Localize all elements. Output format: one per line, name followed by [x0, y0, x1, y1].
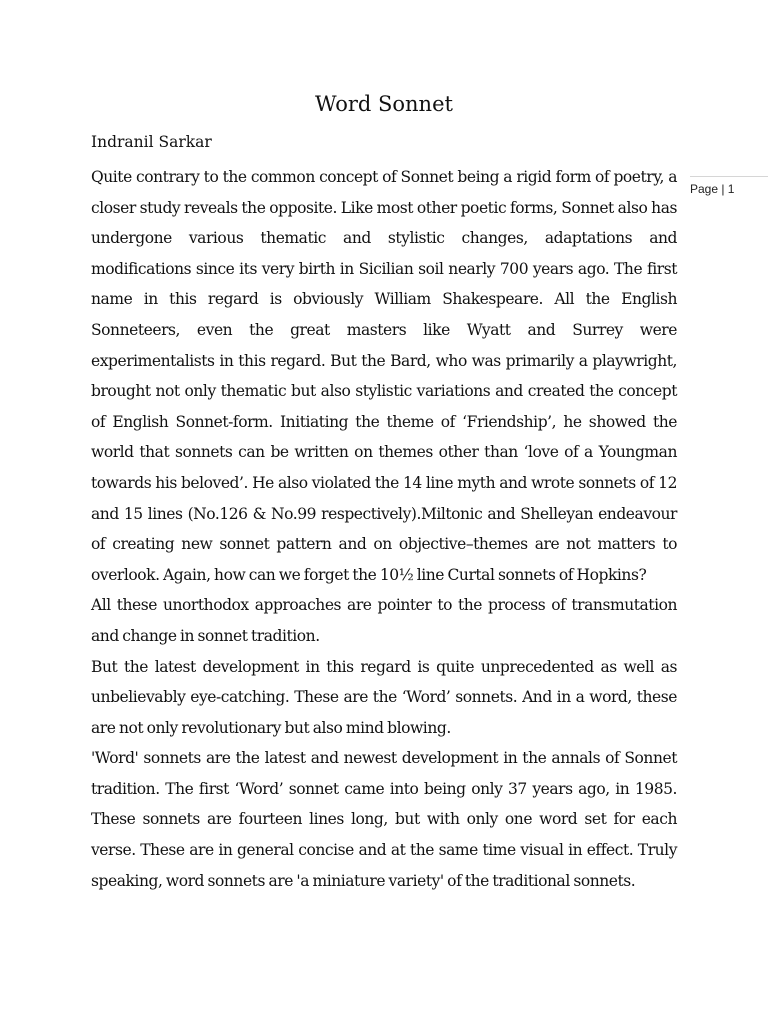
paragraph-2: All these unorthodox approaches are pointer to the process of transmutation and change in sonnet tradition. [91, 596, 677, 645]
author-name: Indranil Sarkar [91, 133, 212, 151]
body-text [91, 162, 677, 896]
paragraph-4: 'Word' sonnets are the latest and newest development in the annals of Sonnet tradition. The first ‘Word’ sonnet came into being only 37 years ago, in 1985. These sonnets are fourteen lines long, but with only one word set for each verse. These are in general concise and at the same time visual in effect. Truly speaking, word sonnets are 'a miniature variety' of the traditional sonnets. [91, 749, 677, 890]
page-title: Word Sonnet [315, 92, 453, 116]
page-number-header [690, 176, 768, 197]
page-number: Page | 1 [690, 182, 735, 196]
paragraph-1: Quite contrary to the common concept of Sonnet being a rigid form of poetry, a closer study reveals the opposite. Like most other poetic forms, Sonnet also has undergone various thematic and stylistic changes, adaptations and modifications since its very birth in Sicilian soil nearly 700 years ago. The first name in this regard is obviously William Shakespeare. All the English Sonneteers, even the great masters like Wyatt and Surrey were experimentalists in this regard. But the Bard, who was primarily a playwright, brought not only thematic but also stylistic variations and created the concept of English Sonnet-form. Initiating the theme of ‘Friendship’, he showed the world that sonnets can be written on themes other than ‘love of a Youngman towards his beloved’. He also violated the 14 line myth and wrote sonnets of 12 and 15 lines (No.126 & No.99 respectively).Miltonic and Shelleyan endeavour of creating new sonnet pattern and on objective–themes are not matters to overlook. Again, how can we forget the 10½ line Curtal sonnets of Hopkins? [91, 168, 677, 584]
paragraph-3: But the latest development in this regard is quite unprecedented as well as unbelievably eye-catching. These are the ‘Word’ sonnets. And in a word, these are not only revolutionary but also mind blowing. [91, 657, 677, 737]
